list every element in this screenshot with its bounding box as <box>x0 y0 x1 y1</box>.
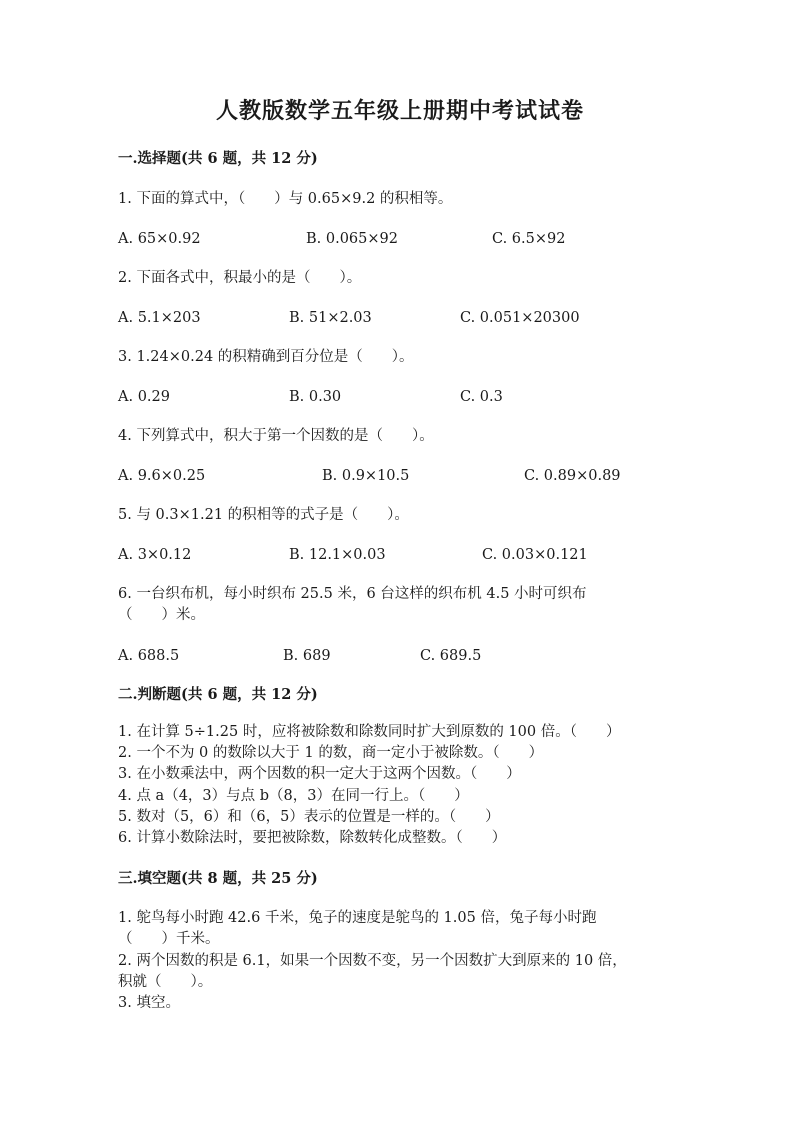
section-heading-fill-blank: 三.填空题(共 8 题，共 25 分) <box>118 870 318 887</box>
section-heading-choice: 一.选择题(共 6 题，共 12 分) <box>118 150 318 167</box>
question-stem-continued: （ ）米。 <box>118 607 205 623</box>
question-stem: 3. 1.24×0.24 的积精确到百分位是（ ）。 <box>118 349 414 365</box>
option-c: C. 689.5 <box>420 648 482 664</box>
fill-item: 1. 鸵鸟每小时跑 42.6 千米，兔子的速度是鸵鸟的 1.05 倍，兔子每小时跑 <box>118 910 597 926</box>
fill-item-continued: （ ）千米。 <box>118 931 220 947</box>
question-stem: 6. 一台织布机，每小时织布 25.5 米，6 台这样的织布机 4.5 小时可织布 <box>118 586 587 602</box>
option-b: B. 0.065×92 <box>306 231 398 247</box>
option-c: C. 0.03×0.121 <box>482 547 588 563</box>
option-c: C. 0.3 <box>460 389 503 405</box>
question-stem: 4. 下列算式中，积大于第一个因数的是（ ）。 <box>118 428 434 444</box>
option-a: A. 9.6×0.25 <box>118 468 206 484</box>
option-c: C. 6.5×92 <box>492 231 566 247</box>
page-title: 人教版数学五年级上册期中考试试卷 <box>215 98 584 124</box>
option-b: B. 51×2.03 <box>289 310 372 326</box>
option-a: A. 5.1×203 <box>118 310 201 326</box>
judgement-item: 4. 点 a（4，3）与点 b（8，3）在同一行上。（ ） <box>118 788 469 804</box>
fill-item-continued: 积就（ ）。 <box>118 974 213 990</box>
question-stem: 1. 下面的算式中，（ ）与 0.65×9.2 的积相等。 <box>118 191 453 207</box>
judgement-item: 1. 在计算 5÷1.25 时，应将被除数和除数同时扩大到原数的 100 倍。（ ） <box>118 724 621 740</box>
question-stem: 5. 与 0.3×1.21 的积相等的式子是（ ）。 <box>118 507 409 523</box>
judgement-item: 3. 在小数乘法中，两个因数的积一定大于这两个因数。（ ） <box>118 766 521 782</box>
option-a: A. 65×0.92 <box>118 231 201 247</box>
fill-item: 2. 两个因数的积是 6.1，如果一个因数不变，另一个因数扩大到原来的 10 倍， <box>118 953 627 969</box>
option-a: A. 3×0.12 <box>118 547 192 563</box>
fill-item: 3. 填空。 <box>118 995 180 1011</box>
section-heading-judgement: 二.判断题(共 6 题，共 12 分) <box>118 686 318 703</box>
question-stem: 2. 下面各式中，积最小的是（ ）。 <box>118 270 362 286</box>
option-a: A. 0.29 <box>118 389 170 405</box>
judgement-item: 5. 数对（5，6）和（6，5）表示的位置是一样的。（ ） <box>118 809 500 825</box>
judgement-item: 2. 一个不为 0 的数除以大于 1 的数，商一定小于被除数。（ ） <box>118 745 544 761</box>
option-c: C. 0.89×0.89 <box>524 468 621 484</box>
option-b: B. 0.30 <box>289 389 342 405</box>
option-b: B. 0.9×10.5 <box>322 468 410 484</box>
judgement-item: 6. 计算小数除法时，要把被除数，除数转化成整数。（ ） <box>118 830 507 846</box>
option-a: A. 688.5 <box>118 648 180 664</box>
option-b: B. 689 <box>283 648 331 664</box>
option-b: B. 12.1×0.03 <box>289 547 386 563</box>
option-c: C. 0.051×20300 <box>460 310 580 326</box>
